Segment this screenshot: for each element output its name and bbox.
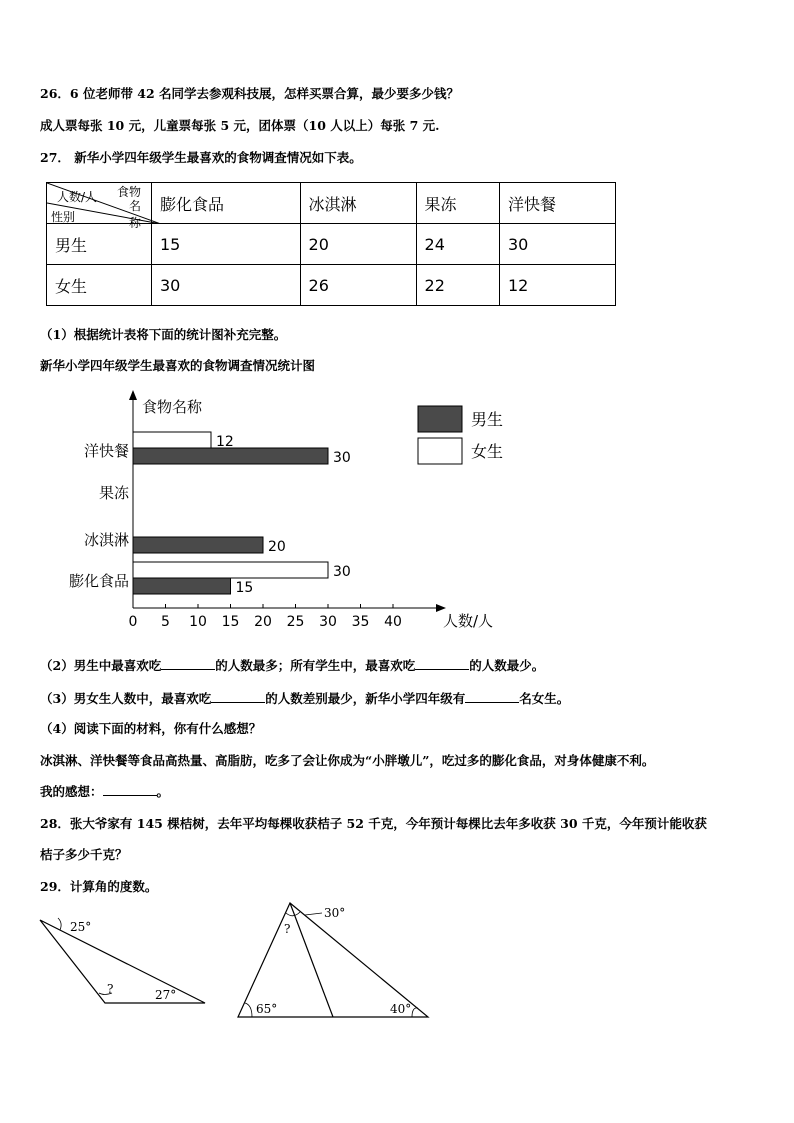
answer-blank[interactable] xyxy=(161,657,215,670)
angle-label: 30° xyxy=(324,906,346,920)
x-tick-label: 10 xyxy=(189,614,207,630)
table-cell: 24 xyxy=(416,224,499,265)
triangle-1 xyxy=(40,918,205,1003)
x-tick-label: 0 xyxy=(128,614,138,630)
legend-swatch xyxy=(418,438,462,464)
table-cell: 26 xyxy=(300,265,416,306)
x-tick-label: 15 xyxy=(221,614,240,630)
bar-男生 xyxy=(133,578,231,594)
angle-unknown: ? xyxy=(107,982,114,996)
bar-chart xyxy=(0,380,794,640)
row-label: 女生 xyxy=(47,265,152,306)
header-cell: 洋快餐 xyxy=(499,183,615,224)
table-cell: 15 xyxy=(152,224,301,265)
category-label: 果冻 xyxy=(98,484,129,502)
corner-count: 人数/人 xyxy=(57,190,98,204)
q27-sub4: （4）阅读下面的材料，你有什么感想？ xyxy=(40,721,262,736)
legend-swatch xyxy=(418,406,462,432)
triangle-2 xyxy=(238,903,428,1017)
q29-title: 29．计算角的度数。 xyxy=(40,879,158,894)
x-tick-label: 20 xyxy=(254,614,272,630)
y-axis-label: 食物名称 xyxy=(142,398,203,416)
table-cell: 30 xyxy=(152,265,301,306)
bar-男生 xyxy=(133,448,328,464)
x-tick-label: 5 xyxy=(161,614,170,630)
bar-value-label: 30 xyxy=(333,450,351,466)
q27-feeling: 我的感想： 。 xyxy=(40,784,170,799)
category-label: 膨化食品 xyxy=(68,572,129,590)
table-cell: 12 xyxy=(499,265,615,306)
y-axis-arrow xyxy=(129,390,137,400)
table-cell: 22 xyxy=(416,265,499,306)
q27-intro: 27． 新华小学四年级学生最喜欢的食物调查情况如下表。 xyxy=(40,150,362,165)
row-label: 男生 xyxy=(47,224,152,265)
angle-figures xyxy=(0,895,794,1025)
angle-label: 65° xyxy=(256,1002,278,1016)
answer-blank[interactable] xyxy=(103,783,157,796)
q26-line1: 26．6 位老师带 42 名同学去参观科技展，怎样买票合算，最少要多少钱？ xyxy=(40,86,460,101)
bar-value-label: 30 xyxy=(333,564,351,580)
header-cell: 果冻 xyxy=(416,183,499,224)
legend-label: 男生 xyxy=(471,410,504,429)
survey-table xyxy=(46,182,616,306)
bar-value-label: 12 xyxy=(216,434,234,450)
angle-label: 25° xyxy=(70,920,92,934)
bar-女生 xyxy=(133,432,211,448)
header-cell: 冰淇淋 xyxy=(300,183,416,224)
q28-line2: 桔子多少千克？ xyxy=(40,847,128,862)
answer-blank[interactable] xyxy=(415,657,469,670)
corner-name: 名称 xyxy=(129,199,142,230)
corner-food: 食物 xyxy=(117,185,142,199)
x-tick-label: 25 xyxy=(286,614,305,630)
bar-女生 xyxy=(133,562,328,578)
x-tick-label: 30 xyxy=(319,614,337,630)
bar-value-label: 20 xyxy=(268,539,286,555)
x-axis-arrow xyxy=(436,604,446,612)
category-label: 冰淇淋 xyxy=(83,531,129,549)
table-header-row xyxy=(47,183,616,224)
q27-sub2: （2）男生中最喜欢吃 的人数最多；所有学生中，最喜欢吃 的人数最少。 xyxy=(40,658,545,673)
table-cell: 30 xyxy=(499,224,615,265)
angle-label: 40° xyxy=(390,1002,412,1016)
chart-title: 新华小学四年级学生最喜欢的食物调查情况统计图 xyxy=(40,358,316,373)
bar-value-label: 15 xyxy=(235,580,254,596)
answer-blank[interactable] xyxy=(465,690,519,703)
legend-label: 女生 xyxy=(471,442,504,461)
x-axis-label: 人数/人 xyxy=(443,612,494,630)
q27-sub1: （1）根据统计表将下面的统计图补充完整。 xyxy=(40,327,287,342)
q27-material: 冰淇淋、洋快餐等食品高热量、高脂肪，吃多了会让你成为“小胖墩儿”，吃过多的膨化食品，对身体健康不利。 xyxy=(40,753,655,768)
angle-unknown: ? xyxy=(284,922,291,936)
answer-blank[interactable] xyxy=(211,690,265,703)
q27-sub3: （3）男女生人数中，最喜欢吃 的人数差别最少，新华小学四年级有 名女生。 xyxy=(40,691,570,706)
corner-gender: 性别 xyxy=(51,210,76,224)
angle-label: 27° xyxy=(155,988,177,1002)
header-cell: 膨化食品 xyxy=(152,183,301,224)
category-label: 洋快餐 xyxy=(83,442,129,460)
x-tick-label: 35 xyxy=(351,614,370,630)
bar-男生 xyxy=(133,537,263,553)
table-cell: 20 xyxy=(300,224,416,265)
q28-line1: 28．张大爷家有 145 棵桔树，去年平均每棵收获桔子 52 千克，今年预计每棵比去年多收获 30 千克，今年预计能收获 xyxy=(40,816,707,831)
q26-line2: 成人票每张 10 元，儿童票每张 5 元，团体票（10 人以上）每张 7 元. xyxy=(40,118,440,133)
table-row xyxy=(47,265,616,306)
x-tick-label: 40 xyxy=(384,614,402,630)
table-corner-cell xyxy=(47,183,152,230)
